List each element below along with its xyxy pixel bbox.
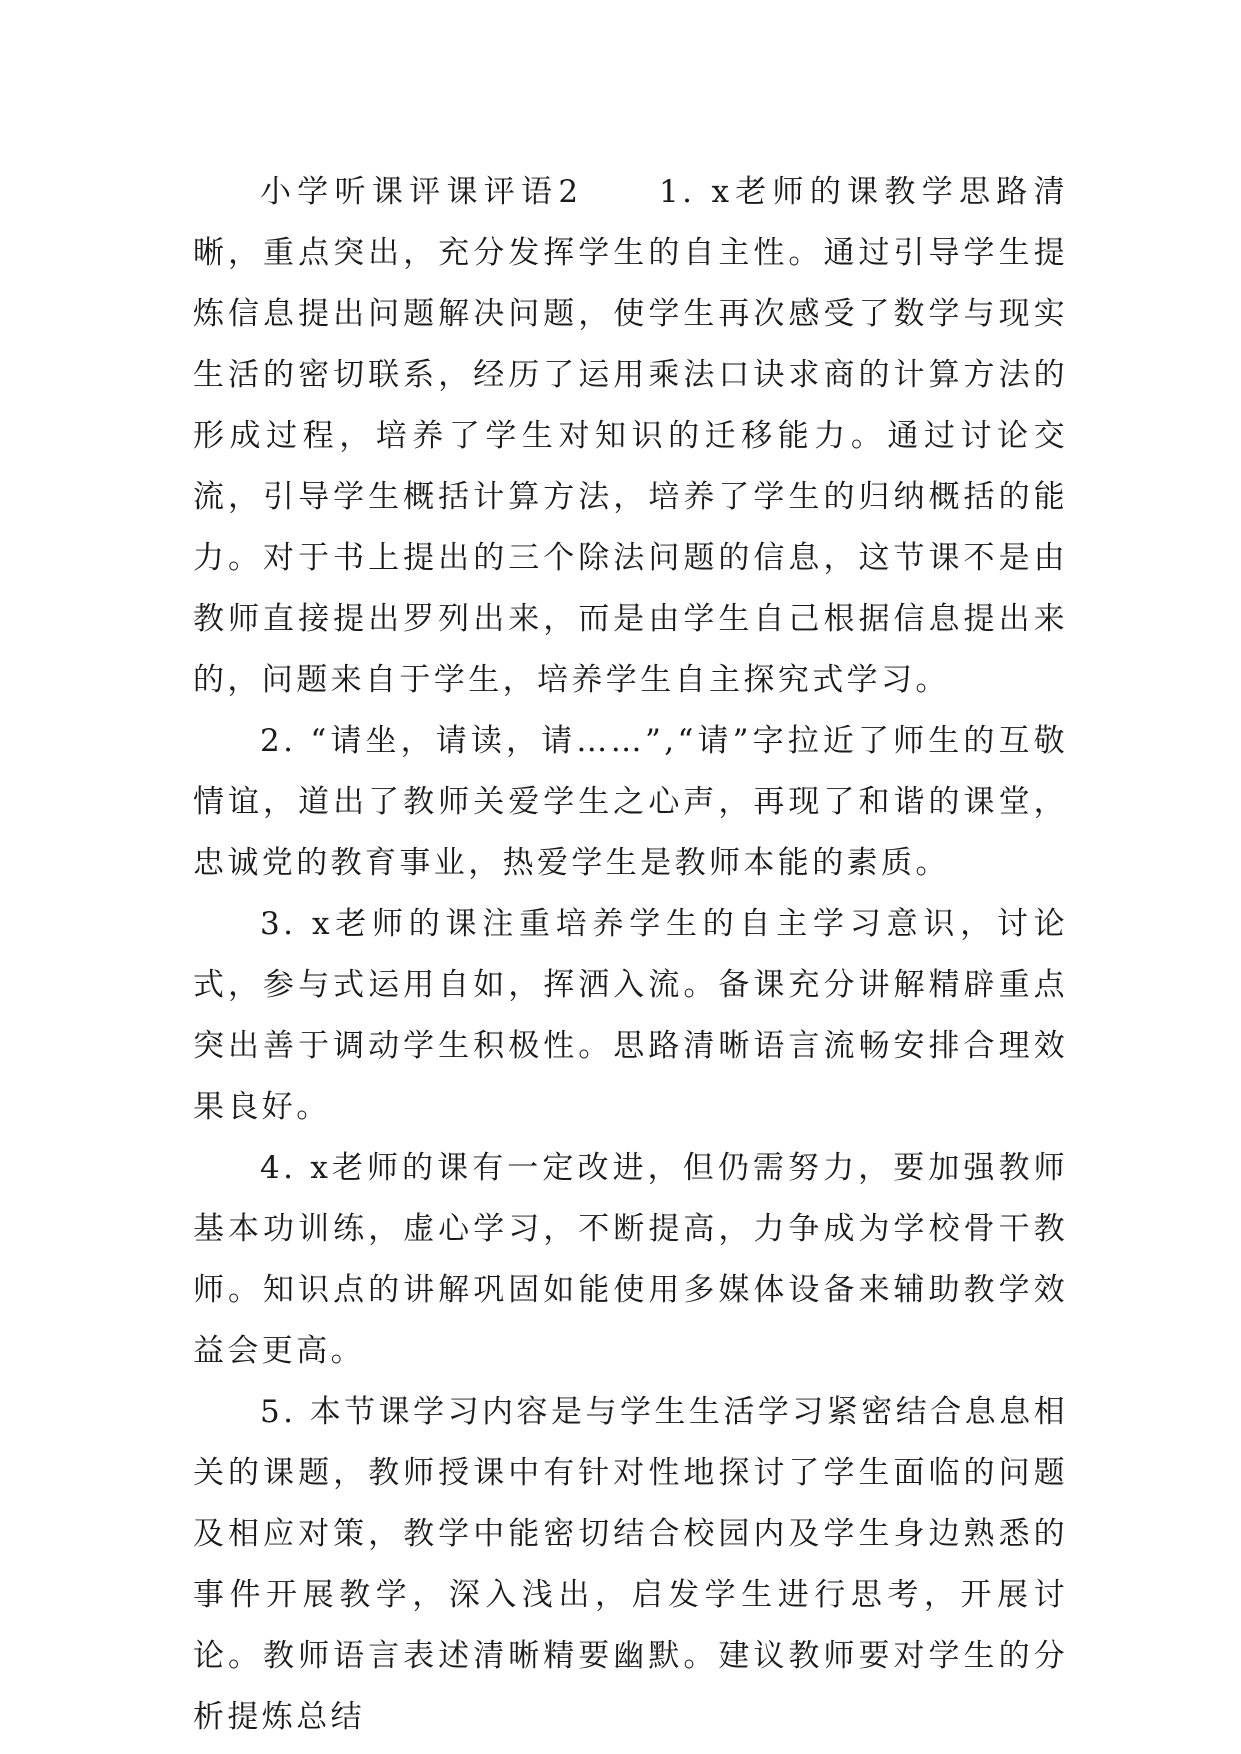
paragraph-3: 3. x老师的课注重培养学生的自主学习意识，讨论式，参与式运用自如，挥洒入流。备课充分讲解精辟重点突出善于调动学生积极性。思路清晰语言流畅安排合理效果良好。 — [193, 906, 1068, 1125]
paragraph-4: 4. x老师的课有一定改进，但仍需努力，要加强教师基本功训练，虚心学习，不断提高，力争成为学校骨干教师。知识点的讲解巩固如能使用多媒体设备来辅助教学效益会更高。 — [193, 1150, 1068, 1369]
paragraph-5: 5. 本节课学习内容是与学生生活学习紧密结合息息相关的课题，教师授课中有针对性地探讨了学生面临的问题及相应对策，教学中能密切结合校园内及学生身边熟悉的事件开展教学，深入浅出，启发学生进行思考，开展讨论。教师语言表述清晰精要幽默。建议教师要对学生的分析提炼总结 — [193, 1394, 1068, 1735]
paragraph-1: 小学听课评课评语2 1. x老师的课教学思路清晰，重点突出，充分发挥学生的自主性。通过引导学生提炼信息提出问题解决问题，使学生再次感受了数学与现实生活的密切联系，经历了运用乘法口诀求商的计算方法的形成过程，培养了学生对知识的迁移能力。通过讨论交流，引导学生概括计算方法，培养了学生的归纳概括的能力。对于书上提出的三个除法问题的信息，这节课不是由教师直接提出罗列出来，而是由学生自己根据信息提出来的，问题来自于学生，培养学生自主探究式学习。 — [193, 174, 1068, 698]
document-body — [193, 162, 1068, 1748]
paragraph-2: 2. “请坐，请读，请……”,“请”字拉近了师生的互敬情谊，道出了教师关爱学生之心声，再现了和谐的课堂，忠诚党的教育事业，热爱学生是教师本能的素质。 — [193, 723, 1068, 881]
